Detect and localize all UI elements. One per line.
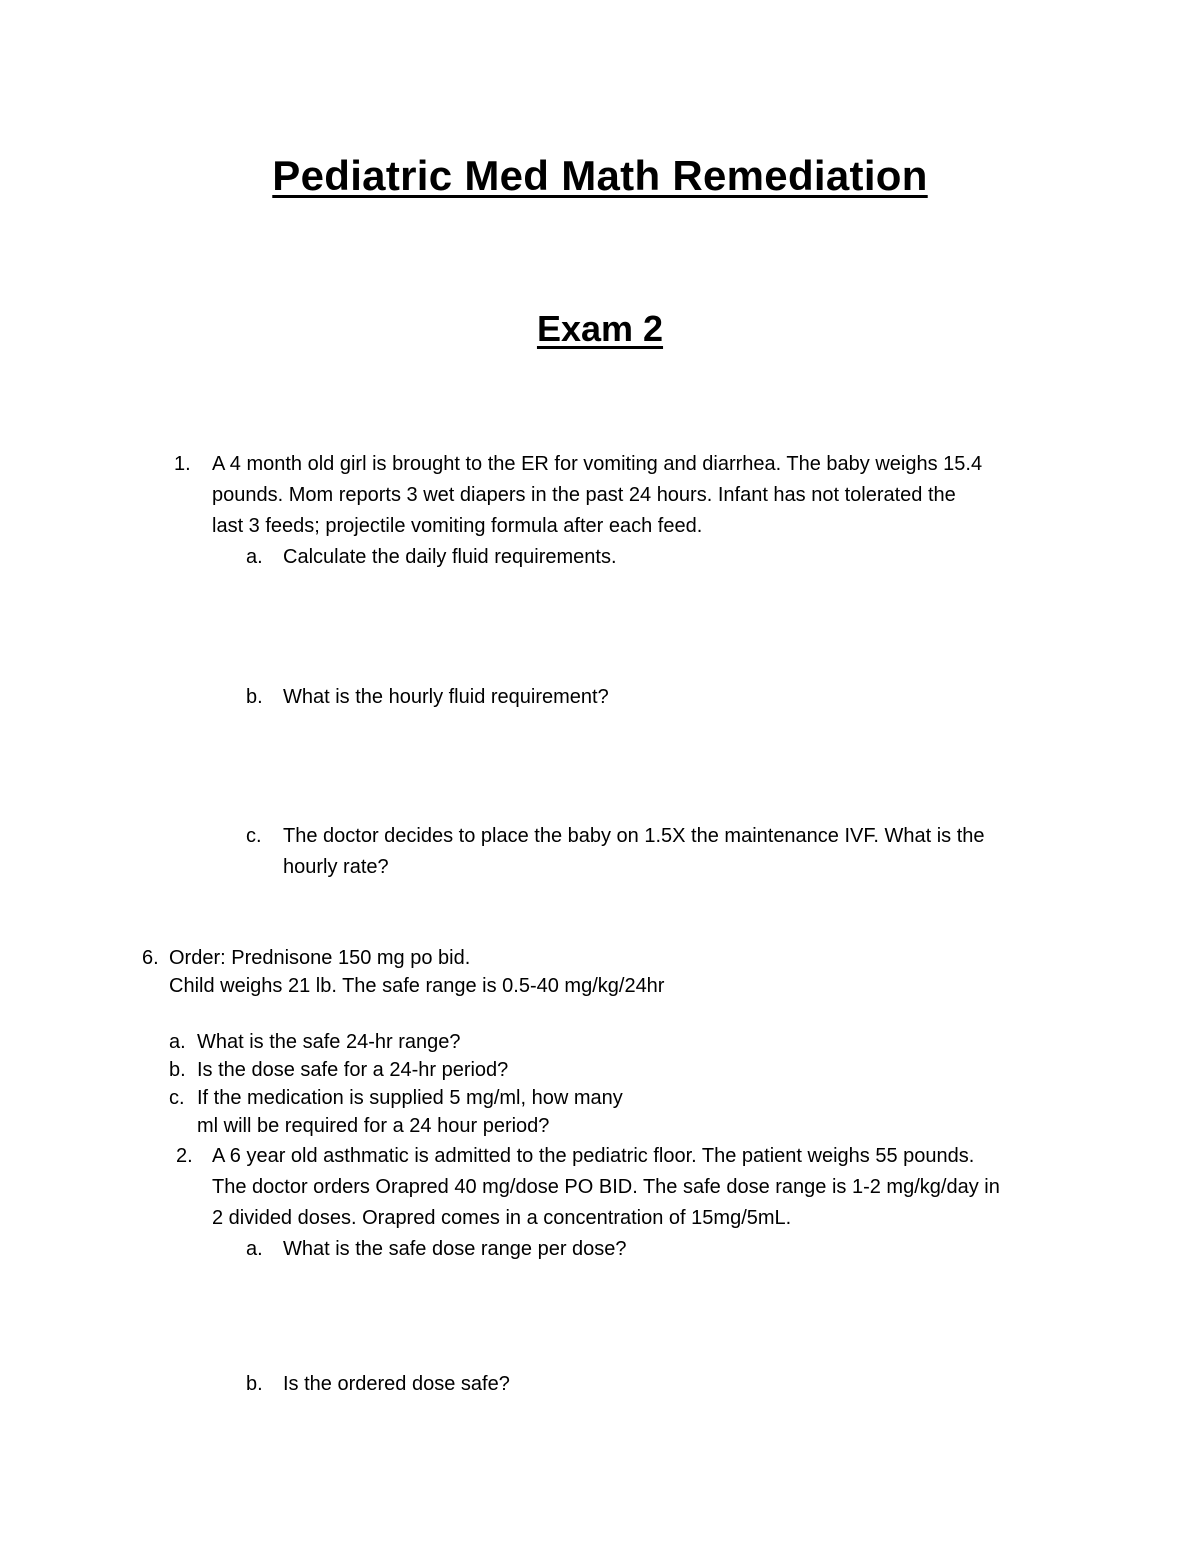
subquestion-marker: b. [246,686,263,708]
question-number: 2. [176,1145,193,1167]
subquestion-text: What is the safe dose range per dose? [283,1238,627,1260]
subquestion-text: What is the hourly fluid requirement? [283,686,609,708]
subquestion-text: What is the safe 24-hr range? [197,1031,461,1053]
subquestion-text: Calculate the daily fluid requirements. [283,546,617,568]
subquestion-text: Is the ordered dose safe? [283,1373,510,1395]
subquestion-marker: b. [246,1373,263,1395]
question-number: 1. [174,453,191,475]
subquestion-marker: a. [169,1031,186,1053]
subquestion-text: hourly rate? [283,856,389,878]
subquestion-text: The doctor decides to place the baby on 1.5X the maintenance IVF. What is the [283,825,985,847]
subquestion-text: Is the dose safe for a 24-hr period? [197,1059,509,1081]
question-text-line: Order: Prednisone 150 mg po bid. [169,947,471,969]
question-text-line: Child weighs 21 lb. The safe range is 0.5-40 mg/kg/24hr [169,975,665,997]
question-text-line: pounds. Mom reports 3 wet diapers in the past 24 hours. Infant has not tolerated the [212,484,956,506]
subquestion-text: ml will be required for a 24 hour period? [197,1115,550,1137]
question-number: 6. [142,947,159,969]
subquestion-text: If the medication is supplied 5 mg/ml, how many [197,1087,623,1109]
subquestion-marker: c. [246,825,262,847]
question-text-line: The doctor orders Orapred 40 mg/dose PO BID. The safe dose range is 1-2 mg/kg/day in [212,1176,1000,1198]
subquestion-marker: a. [246,546,263,568]
question-text-line: 2 divided doses. Orapred comes in a concentration of 15mg/5mL. [212,1207,792,1229]
subquestion-marker: c. [169,1087,185,1109]
subquestion-marker: a. [246,1238,263,1260]
question-text-line: A 6 year old asthmatic is admitted to the pediatric floor. The patient weighs 55 pounds. [212,1145,975,1167]
question-text-line: A 4 month old girl is brought to the ER for vomiting and diarrhea. The baby weighs 15.4 [212,453,983,475]
question-text-line: last 3 feeds; projectile vomiting formula after each feed. [212,515,703,537]
subquestion-marker: b. [169,1059,186,1081]
exam-subtitle: Exam 2 [536,308,664,349]
page-title: Pediatric Med Math Remediation [272,152,928,199]
